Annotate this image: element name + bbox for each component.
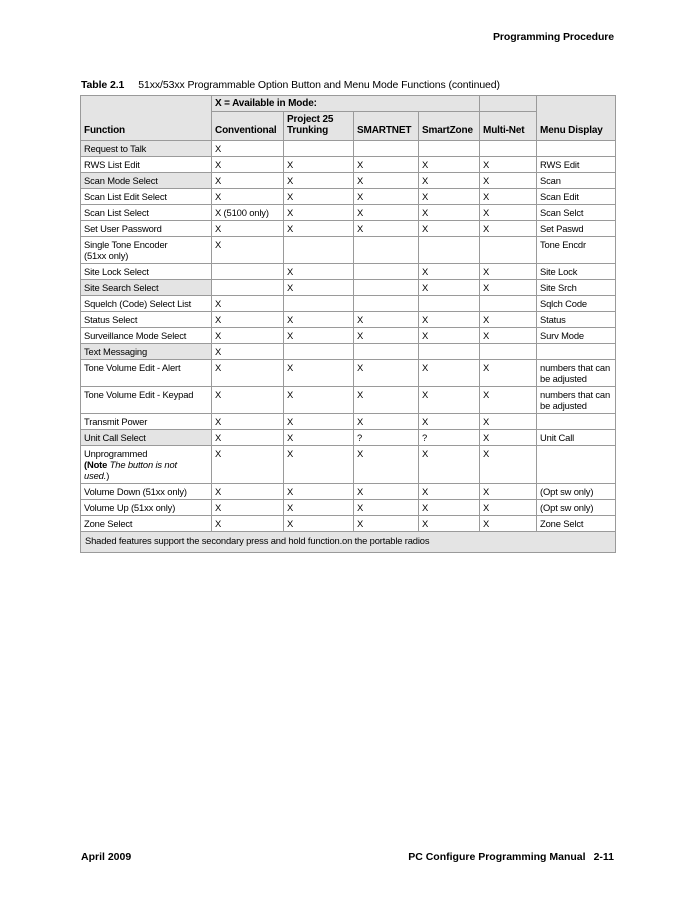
cell-conventional: X xyxy=(212,157,284,173)
cell-smartnet: X xyxy=(354,484,419,500)
cell-function: Zone Select xyxy=(81,516,212,532)
cell-menu-line1: numbers that can xyxy=(540,362,611,373)
table-row xyxy=(81,484,616,500)
cell-conventional: X xyxy=(212,237,284,264)
cell-smartnet xyxy=(354,344,419,360)
cell-conventional: X xyxy=(212,516,284,532)
cell-smartnet xyxy=(354,296,419,312)
header-menu-display: Menu Display xyxy=(537,96,616,141)
cell-menu-display xyxy=(537,141,616,157)
cell-function: Scan Mode Select xyxy=(81,173,212,189)
note-label: (Note xyxy=(84,459,108,470)
cell-multinet: X xyxy=(480,328,537,344)
cell-menu-display: Tone Encdr xyxy=(537,237,616,264)
table-row xyxy=(81,237,616,264)
running-header-title: Programming Procedure xyxy=(492,31,614,43)
cell-smartzone: X xyxy=(419,328,480,344)
cell-menu-line2: be adjusted xyxy=(540,373,587,384)
cell-conventional: X xyxy=(212,344,284,360)
cell-smartnet: ? xyxy=(354,430,419,446)
cell-conventional: X xyxy=(212,328,284,344)
cell-menu-display: Scan Selct xyxy=(537,205,616,221)
cell-project25: X xyxy=(284,387,354,414)
cell-menu-display xyxy=(537,344,616,360)
table-row xyxy=(81,344,616,360)
cell-conventional: X xyxy=(212,387,284,414)
cell-conventional: X xyxy=(212,312,284,328)
cell-smartzone: ? xyxy=(419,430,480,446)
cell-menu-display: (Opt sw only) xyxy=(537,500,616,516)
cell-smartzone: X xyxy=(419,414,480,430)
cell-project25: X xyxy=(284,446,354,484)
cell-smartnet xyxy=(354,141,419,157)
cell-conventional: X xyxy=(212,141,284,157)
table-footnote: Shaded features support the secondary press and hold function.on the portable radios xyxy=(81,532,616,553)
table-row xyxy=(81,296,616,312)
cell-conventional xyxy=(212,264,284,280)
cell-smartzone: X xyxy=(419,157,480,173)
header-available: X = Available in Mode: xyxy=(212,96,480,112)
table-row xyxy=(81,516,616,532)
note-close: ) xyxy=(106,470,110,481)
cell-menu-display: Scan Edit xyxy=(537,189,616,205)
cell-multinet xyxy=(480,344,537,360)
header-conventional: Conventional xyxy=(212,112,284,141)
cell-conventional: X xyxy=(212,446,284,484)
footer-manual xyxy=(408,851,614,863)
cell-conventional: X xyxy=(212,500,284,516)
cell-smartnet: X xyxy=(354,312,419,328)
cell-smartzone: X xyxy=(419,500,480,516)
cell-function: Scan List Select xyxy=(81,205,212,221)
cell-project25: X xyxy=(284,430,354,446)
cell-smartnet: X xyxy=(354,516,419,532)
cell-multinet xyxy=(480,237,537,264)
header-smartzone: SmartZone xyxy=(419,112,480,141)
table-row xyxy=(81,189,616,205)
cell-smartnet xyxy=(354,280,419,296)
cell-conventional: X xyxy=(212,360,284,387)
cell-smartnet xyxy=(354,237,419,264)
cell-smartzone: X xyxy=(419,446,480,484)
cell-smartzone xyxy=(419,141,480,157)
header-function: Function xyxy=(81,96,212,141)
cell-conventional: X xyxy=(212,414,284,430)
cell-smartnet: X xyxy=(354,157,419,173)
cell-menu-display: Status xyxy=(537,312,616,328)
cell-smartnet: X xyxy=(354,189,419,205)
cell-menu-display: Site Lock xyxy=(537,264,616,280)
function-table xyxy=(80,95,616,553)
cell-multinet: X xyxy=(480,484,537,500)
cell-smartzone: X xyxy=(419,264,480,280)
cell-smartnet: X xyxy=(354,360,419,387)
cell-project25: X xyxy=(284,360,354,387)
cell-menu-display xyxy=(537,414,616,430)
header-smartnet: SMARTNET xyxy=(354,112,419,141)
cell-function: RWS List Edit xyxy=(81,157,212,173)
cell-multinet: X xyxy=(480,205,537,221)
cell-function xyxy=(81,237,212,264)
note-text: The button is not xyxy=(109,459,177,470)
cell-project25: X xyxy=(284,328,354,344)
cell-smartzone: X xyxy=(419,360,480,387)
table-row xyxy=(81,173,616,189)
cell-smartzone xyxy=(419,237,480,264)
cell-project25 xyxy=(284,296,354,312)
cell-multinet: X xyxy=(480,387,537,414)
cell-conventional: X xyxy=(212,221,284,237)
cell-menu-display: Sqlch Code xyxy=(537,296,616,312)
cell-project25: X xyxy=(284,312,354,328)
cell-function-line1: Single Tone Encoder xyxy=(84,239,168,250)
cell-menu-line1: numbers that can xyxy=(540,389,611,400)
cell-conventional: X xyxy=(212,189,284,205)
cell-smartnet: X xyxy=(354,205,419,221)
cell-function: Site Search Select xyxy=(81,280,212,296)
cell-project25: X xyxy=(284,414,354,430)
cell-smartnet: X xyxy=(354,500,419,516)
cell-function: Scan List Edit Select xyxy=(81,189,212,205)
cell-smartzone: X xyxy=(419,484,480,500)
cell-smartnet: X xyxy=(354,328,419,344)
header-p25-line1: Project 25 xyxy=(287,114,334,125)
cell-multinet: X xyxy=(480,189,537,205)
cell-menu-display xyxy=(537,360,616,387)
cell-project25: X xyxy=(284,516,354,532)
table-row xyxy=(81,141,616,157)
header-multinet: Multi-Net xyxy=(480,112,537,141)
cell-project25: X xyxy=(284,264,354,280)
cell-function: Volume Up (51xx only) xyxy=(81,500,212,516)
cell-menu-display: (Opt sw only) xyxy=(537,484,616,500)
cell-conventional: X xyxy=(212,173,284,189)
cell-multinet: X xyxy=(480,430,537,446)
footer-date: April 2009 xyxy=(81,851,132,863)
cell-function: Request to Talk xyxy=(81,141,212,157)
cell-menu-display: Surv Mode xyxy=(537,328,616,344)
cell-multinet: X xyxy=(480,500,537,516)
cell-conventional: X xyxy=(212,296,284,312)
header-p25-line2: Trunking xyxy=(287,125,329,136)
header-project25 xyxy=(284,112,354,141)
cell-smartzone: X xyxy=(419,173,480,189)
cell-smartnet: X xyxy=(354,387,419,414)
cell-function: Squelch (Code) Select List xyxy=(81,296,212,312)
cell-function: Tone Volume Edit - Keypad xyxy=(81,387,212,414)
cell-function-label: Unprogrammed xyxy=(84,448,148,459)
cell-smartnet: X xyxy=(354,221,419,237)
cell-project25: X xyxy=(284,484,354,500)
footer-manual-title: PC Configure Programming Manual xyxy=(408,851,586,863)
cell-menu-line2: be adjusted xyxy=(540,400,587,411)
table-number: Table 2.1 xyxy=(81,79,125,91)
cell-menu-display: Zone Selct xyxy=(537,516,616,532)
cell-multinet: X xyxy=(480,157,537,173)
cell-multinet: X xyxy=(480,312,537,328)
cell-project25: X xyxy=(284,221,354,237)
note-text-cont: used. xyxy=(84,470,107,481)
table-row xyxy=(81,500,616,516)
cell-multinet: X xyxy=(480,264,537,280)
cell-function: Status Select xyxy=(81,312,212,328)
cell-smartnet: X xyxy=(354,446,419,484)
cell-project25 xyxy=(284,237,354,264)
cell-smartnet: X xyxy=(354,173,419,189)
table-row xyxy=(81,205,616,221)
table-caption xyxy=(81,79,500,91)
cell-conventional: X xyxy=(212,484,284,500)
cell-smartzone: X xyxy=(419,312,480,328)
cell-multinet xyxy=(480,296,537,312)
cell-menu-display xyxy=(537,446,616,484)
cell-function: Tone Volume Edit - Alert xyxy=(81,360,212,387)
cell-function: Volume Down (51xx only) xyxy=(81,484,212,500)
cell-smartzone: X xyxy=(419,387,480,414)
cell-menu-display: Scan xyxy=(537,173,616,189)
cell-project25 xyxy=(284,344,354,360)
cell-multinet xyxy=(480,141,537,157)
table-row xyxy=(81,328,616,344)
table-row xyxy=(81,360,616,387)
cell-project25: X xyxy=(284,205,354,221)
cell-conventional: X xyxy=(212,430,284,446)
cell-function: Set User Password xyxy=(81,221,212,237)
table-row xyxy=(81,280,616,296)
cell-project25: X xyxy=(284,280,354,296)
cell-function-line2: (51xx only) xyxy=(84,250,129,261)
page-number: 2-11 xyxy=(593,851,614,863)
cell-multinet: X xyxy=(480,360,537,387)
cell-conventional: X (5100 only) xyxy=(212,205,284,221)
cell-menu-display xyxy=(537,387,616,414)
cell-conventional xyxy=(212,280,284,296)
table-row xyxy=(81,414,616,430)
table-row xyxy=(81,264,616,280)
table-row xyxy=(81,221,616,237)
header-blank xyxy=(480,96,537,112)
table-row xyxy=(81,430,616,446)
cell-multinet: X xyxy=(480,221,537,237)
cell-project25: X xyxy=(284,173,354,189)
cell-multinet: X xyxy=(480,280,537,296)
cell-function: Text Messaging xyxy=(81,344,212,360)
cell-function xyxy=(81,446,212,484)
cell-menu-display: RWS Edit xyxy=(537,157,616,173)
cell-project25 xyxy=(284,141,354,157)
cell-function: Surveillance Mode Select xyxy=(81,328,212,344)
cell-multinet: X xyxy=(480,516,537,532)
cell-function: Site Lock Select xyxy=(81,264,212,280)
cell-smartzone: X xyxy=(419,221,480,237)
cell-menu-display: Set Paswd xyxy=(537,221,616,237)
cell-multinet: X xyxy=(480,173,537,189)
cell-menu-display: Unit Call xyxy=(537,430,616,446)
cell-smartzone: X xyxy=(419,189,480,205)
table-row xyxy=(81,312,616,328)
table-row xyxy=(81,446,616,484)
cell-function: Unit Call Select xyxy=(81,430,212,446)
cell-project25: X xyxy=(284,189,354,205)
cell-project25: X xyxy=(284,500,354,516)
cell-function: Transmit Power xyxy=(81,414,212,430)
cell-multinet: X xyxy=(480,446,537,484)
cell-smartnet: X xyxy=(354,414,419,430)
table-caption-text: 51xx/53xx Programmable Option Button and Menu Mode Functions (continued) xyxy=(138,79,500,91)
cell-smartzone xyxy=(419,344,480,360)
cell-menu-display: Site Srch xyxy=(537,280,616,296)
cell-smartzone xyxy=(419,296,480,312)
table-row xyxy=(81,387,616,414)
cell-project25: X xyxy=(284,157,354,173)
cell-smartnet xyxy=(354,264,419,280)
cell-multinet: X xyxy=(480,414,537,430)
cell-smartzone: X xyxy=(419,516,480,532)
table-row xyxy=(81,157,616,173)
cell-smartzone: X xyxy=(419,205,480,221)
cell-smartzone: X xyxy=(419,280,480,296)
